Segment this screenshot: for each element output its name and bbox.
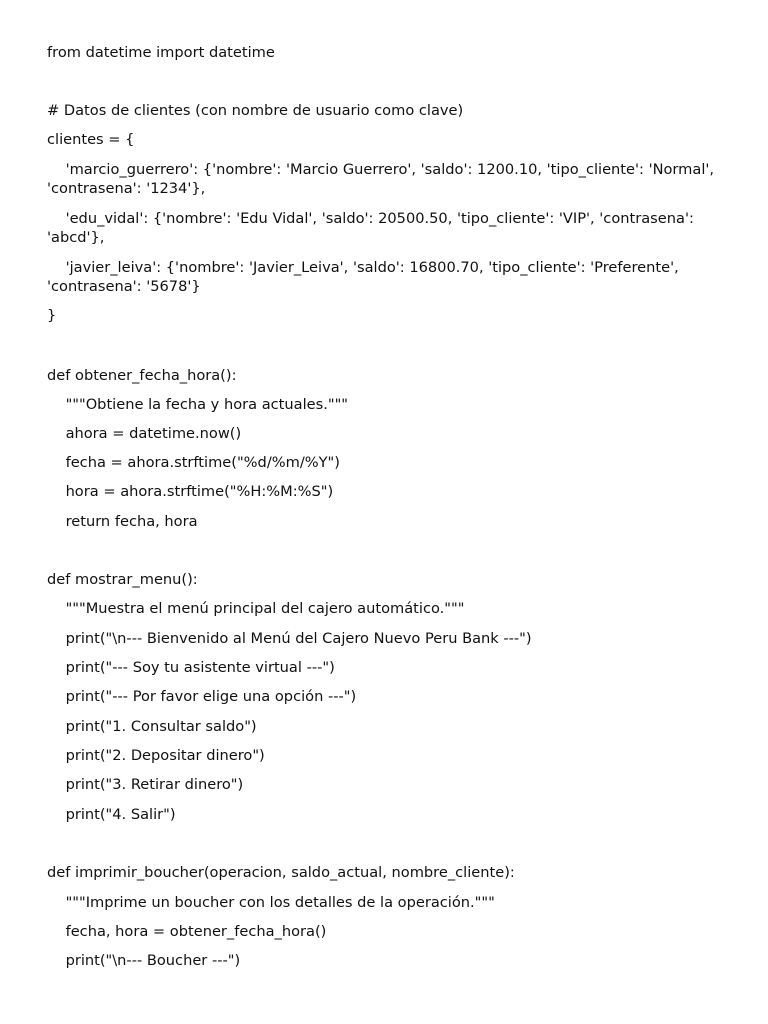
code-line-import: from datetime import datetime xyxy=(47,44,275,61)
code-line-print-elige: print("--- Por favor elige una opción ---") xyxy=(47,688,357,705)
code-line-client-javier: 'javier_leiva': {'nombre': 'Javier_Leiva', 'saldo': 16800.70, 'tipo_cliente': 'Preferente', 'contrasena': '5678'} xyxy=(47,259,684,295)
code-line-return: return fecha, hora xyxy=(47,513,198,530)
code-line-fecha-hora: fecha, hora = obtener_fecha_hora() xyxy=(47,923,327,940)
code-line-def-obtener: def obtener_fecha_hora(): xyxy=(47,367,237,384)
code-line-print-opcion-3: print("3. Retirar dinero") xyxy=(47,776,244,793)
code-line-hora: hora = ahora.strftime("%H:%M:%S") xyxy=(47,483,334,500)
code-line-print-opcion-1: print("1. Consultar saldo") xyxy=(47,718,257,735)
code-line-print-opcion-4: print("4. Salir") xyxy=(47,806,176,823)
code-line-clientes-close: } xyxy=(47,307,57,324)
code-line-docstring-menu: """Muestra el menú principal del cajero automático.""" xyxy=(47,600,465,617)
code-line-clientes-open: clientes = { xyxy=(47,131,135,148)
code-line-docstring-obtener: """Obtiene la fecha y hora actuales.""" xyxy=(47,396,349,413)
code-line-fecha: fecha = ahora.strftime("%d/%m/%Y") xyxy=(47,454,340,471)
code-line-ahora: ahora = datetime.now() xyxy=(47,425,242,442)
code-line-print-bienvenido: print("\n--- Bienvenido al Menú del Cajero Nuevo Peru Bank ---") xyxy=(47,630,532,647)
code-line-print-opcion-2: print("2. Depositar dinero") xyxy=(47,747,265,764)
code-line-def-boucher: def imprimir_boucher(operacion, saldo_actual, nombre_cliente): xyxy=(47,864,515,881)
code-line-comment: # Datos de clientes (con nombre de usuario como clave) xyxy=(47,102,464,119)
code-line-docstring-boucher: """Imprime un boucher con los detalles de la operación.""" xyxy=(47,894,495,911)
code-line-print-boucher: print("\n--- Boucher ---") xyxy=(47,952,241,969)
code-line-client-edu: 'edu_vidal': {'nombre': 'Edu Vidal', 'saldo': 20500.50, 'tipo_cliente': 'VIP', 'contrasena': 'abcd'}, xyxy=(47,210,699,246)
code-line-print-asistente: print("--- Soy tu asistente virtual ---") xyxy=(47,659,335,676)
code-line-client-marcio: 'marcio_guerrero': {'nombre': 'Marcio Guerrero', 'saldo': 1200.10, 'tipo_cliente': 'Normal', 'contrasena': '1234'}, xyxy=(47,161,719,197)
code-line-def-menu: def mostrar_menu(): xyxy=(47,571,198,588)
